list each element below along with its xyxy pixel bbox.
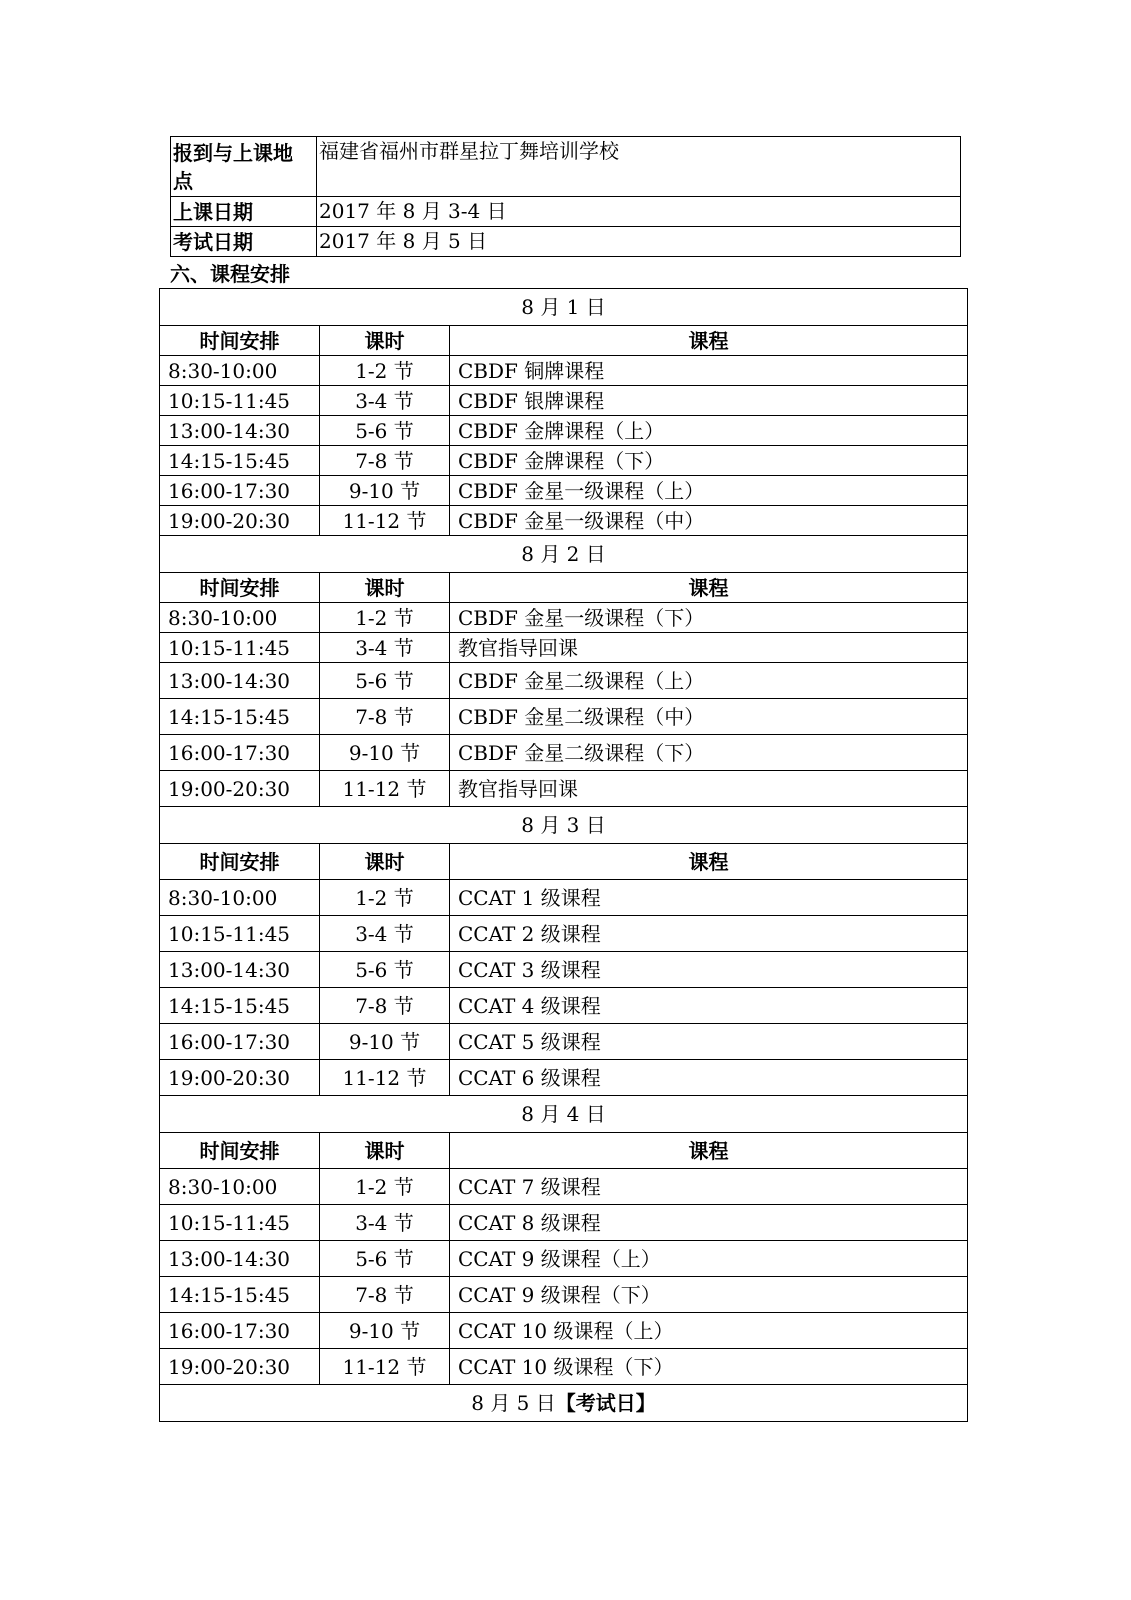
slot-course: CBDF 金星一级课程（下） (450, 603, 968, 633)
column-header-period: 课时 (320, 1133, 450, 1169)
schedule-row (160, 386, 968, 416)
schedule-row (160, 699, 968, 735)
slot-time: 19:00-20:30 (160, 771, 320, 807)
schedule-row (160, 988, 968, 1024)
slot-period: 1-2 节 (320, 880, 450, 916)
location-row (171, 137, 961, 197)
slot-time: 13:00-14:30 (160, 416, 320, 446)
slot-time: 8:30-10:00 (160, 880, 320, 916)
schedule-row (160, 1024, 968, 1060)
slot-course: 教官指导回课 (450, 633, 968, 663)
slot-course: CCAT 8 级课程 (450, 1205, 968, 1241)
schedule-row (160, 1169, 968, 1205)
column-header-course: 课程 (450, 844, 968, 880)
slot-period: 11-12 节 (320, 771, 450, 807)
slot-time: 10:15-11:45 (160, 386, 320, 416)
slot-course: CCAT 10 级课程（下） (450, 1349, 968, 1385)
schedule-row (160, 1060, 968, 1096)
column-header-time: 时间安排 (160, 1133, 320, 1169)
slot-period: 1-2 节 (320, 603, 450, 633)
class-dates-row (171, 197, 961, 227)
schedule-row (160, 633, 968, 663)
slot-course: CBDF 金星二级课程（中） (450, 699, 968, 735)
slot-period: 5-6 节 (320, 663, 450, 699)
slot-course: CCAT 6 级课程 (450, 1060, 968, 1096)
schedule-row (160, 771, 968, 807)
schedule-row (160, 952, 968, 988)
slot-time: 13:00-14:30 (160, 952, 320, 988)
slot-time: 19:00-20:30 (160, 1349, 320, 1385)
slot-time: 16:00-17:30 (160, 1313, 320, 1349)
slot-period: 7-8 节 (320, 988, 450, 1024)
slot-time: 10:15-11:45 (160, 1205, 320, 1241)
class-dates-value: 2017 年 8 月 3-4 日 (317, 197, 961, 227)
column-header-row (160, 326, 968, 356)
slot-period: 9-10 节 (320, 1024, 450, 1060)
slot-course: CBDF 金星二级课程（下） (450, 735, 968, 771)
schedule-row (160, 416, 968, 446)
column-header-time: 时间安排 (160, 326, 320, 356)
slot-period: 7-8 节 (320, 446, 450, 476)
slot-course: CCAT 9 级课程（下） (450, 1277, 968, 1313)
day-date: 8 月 2 日 (160, 536, 968, 573)
column-header-row (160, 573, 968, 603)
schedule-row (160, 446, 968, 476)
day-date: 8 月 1 日 (160, 289, 968, 326)
day-row (160, 536, 968, 573)
column-header-time: 时间安排 (160, 844, 320, 880)
schedule-row (160, 356, 968, 386)
slot-time: 16:00-17:30 (160, 1024, 320, 1060)
day-row (160, 807, 968, 844)
slot-time: 16:00-17:30 (160, 476, 320, 506)
slot-time: 10:15-11:45 (160, 633, 320, 663)
slot-course: CBDF 铜牌课程 (450, 356, 968, 386)
slot-course: CCAT 4 级课程 (450, 988, 968, 1024)
schedule-row (160, 1277, 968, 1313)
slot-period: 3-4 节 (320, 1205, 450, 1241)
exam-date-label: 考试日期 (171, 227, 317, 257)
slot-period: 9-10 节 (320, 1313, 450, 1349)
schedule-row (160, 1313, 968, 1349)
slot-period: 11-12 节 (320, 1060, 450, 1096)
slot-period: 1-2 节 (320, 1169, 450, 1205)
schedule-row (160, 916, 968, 952)
slot-period: 11-12 节 (320, 506, 450, 536)
column-header-course: 课程 (450, 573, 968, 603)
slot-time: 16:00-17:30 (160, 735, 320, 771)
exam-date-value: 2017 年 8 月 5 日 (317, 227, 961, 257)
column-header-time: 时间安排 (160, 573, 320, 603)
slot-course: CBDF 金牌课程（上） (450, 416, 968, 446)
slot-time: 8:30-10:00 (160, 1169, 320, 1205)
schedule-row (160, 506, 968, 536)
column-header-row (160, 844, 968, 880)
column-header-period: 课时 (320, 844, 450, 880)
slot-period: 5-6 节 (320, 416, 450, 446)
slot-period: 1-2 节 (320, 356, 450, 386)
slot-time: 10:15-11:45 (160, 916, 320, 952)
slot-time: 13:00-14:30 (160, 663, 320, 699)
slot-course: CCAT 3 级课程 (450, 952, 968, 988)
course-schedule-table (159, 288, 968, 1422)
column-header-course: 课程 (450, 1133, 968, 1169)
slot-period: 9-10 节 (320, 735, 450, 771)
day-row (160, 1096, 968, 1133)
schedule-row (160, 735, 968, 771)
column-header-period: 课时 (320, 573, 450, 603)
column-header-course: 课程 (450, 326, 968, 356)
slot-course: CCAT 9 级课程（上） (450, 1241, 968, 1277)
slot-period: 3-4 节 (320, 386, 450, 416)
slot-time: 8:30-10:00 (160, 603, 320, 633)
schedule-row (160, 1205, 968, 1241)
section-heading: 六、课程安排 (170, 262, 290, 286)
column-header-row (160, 1133, 968, 1169)
schedule-row (160, 1241, 968, 1277)
slot-course: CBDF 金星二级课程（上） (450, 663, 968, 699)
exam-day-date: 8 月 5 日 (471, 1391, 556, 1415)
slot-time: 19:00-20:30 (160, 1060, 320, 1096)
slot-period: 3-4 节 (320, 633, 450, 663)
slot-period: 7-8 节 (320, 1277, 450, 1313)
slot-period: 9-10 节 (320, 476, 450, 506)
schedule-row (160, 663, 968, 699)
day-date: 8 月 3 日 (160, 807, 968, 844)
day-row (160, 289, 968, 326)
slot-period: 5-6 节 (320, 1241, 450, 1277)
schedule-row (160, 880, 968, 916)
exam-date-row (171, 227, 961, 257)
location-label: 报到与上课地点 (171, 137, 317, 197)
exam-day-label: 【考试日】 (555, 1391, 656, 1415)
slot-course: CBDF 金星一级课程（上） (450, 476, 968, 506)
slot-course: CCAT 7 级课程 (450, 1169, 968, 1205)
slot-time: 14:15-15:45 (160, 988, 320, 1024)
schedule-row (160, 476, 968, 506)
slot-period: 3-4 节 (320, 916, 450, 952)
registration-info-table (170, 136, 961, 257)
slot-time: 8:30-10:00 (160, 356, 320, 386)
slot-course: CBDF 金牌课程（下） (450, 446, 968, 476)
schedule-row (160, 603, 968, 633)
slot-course: CBDF 银牌课程 (450, 386, 968, 416)
slot-course: CBDF 金星一级课程（中） (450, 506, 968, 536)
slot-time: 19:00-20:30 (160, 506, 320, 536)
slot-time: 14:15-15:45 (160, 699, 320, 735)
slot-period: 5-6 节 (320, 952, 450, 988)
exam-day-row (160, 1385, 968, 1422)
slot-course: CCAT 5 级课程 (450, 1024, 968, 1060)
slot-period: 7-8 节 (320, 699, 450, 735)
column-header-period: 课时 (320, 326, 450, 356)
slot-course: CCAT 2 级课程 (450, 916, 968, 952)
slot-course: 教官指导回课 (450, 771, 968, 807)
slot-course: CCAT 10 级课程（上） (450, 1313, 968, 1349)
day-date: 8 月 4 日 (160, 1096, 968, 1133)
schedule-body (160, 289, 968, 1422)
exam-day-cell (160, 1385, 968, 1422)
slot-time: 13:00-14:30 (160, 1241, 320, 1277)
slot-time: 14:15-15:45 (160, 1277, 320, 1313)
location-value: 福建省福州市群星拉丁舞培训学校 (317, 137, 961, 197)
slot-course: CCAT 1 级课程 (450, 880, 968, 916)
class-dates-label: 上课日期 (171, 197, 317, 227)
slot-time: 14:15-15:45 (160, 446, 320, 476)
slot-period: 11-12 节 (320, 1349, 450, 1385)
schedule-row (160, 1349, 968, 1385)
